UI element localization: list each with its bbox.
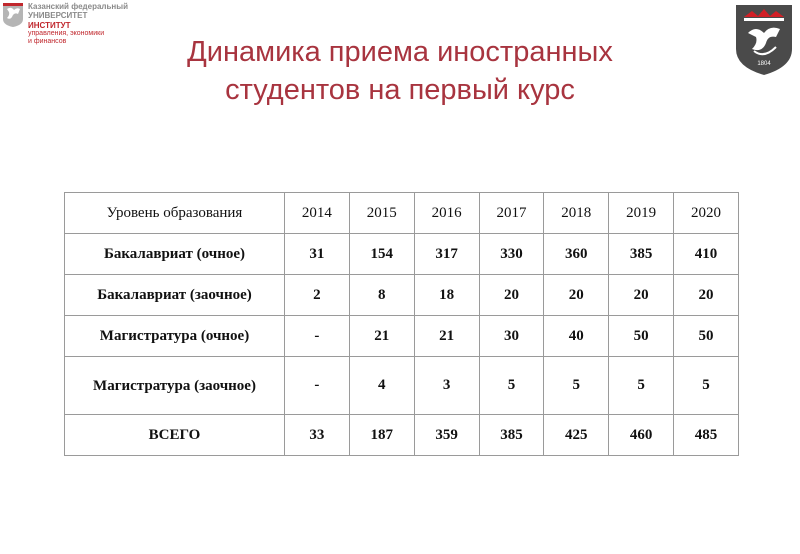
admissions-table [64, 192, 739, 456]
table-cell: 50 [609, 316, 674, 357]
table-cell: 18 [414, 275, 479, 316]
table-cell: 5 [609, 357, 674, 415]
header-cell: 2015 [349, 193, 414, 234]
page-title-line-2: студентов на первый курс [225, 74, 575, 106]
header-cell: 2016 [414, 193, 479, 234]
table-cell: 425 [544, 415, 609, 456]
row-label: Бакалавриат (очное) [65, 234, 285, 275]
page-title [120, 33, 680, 109]
header-cell: 2017 [479, 193, 544, 234]
table-cell: 20 [609, 275, 674, 316]
page-title-line-1: Динамика приема иностранных [187, 36, 613, 68]
emblem-year: 1804 [757, 61, 771, 67]
table-cell: - [285, 357, 350, 415]
table-cell: 5 [479, 357, 544, 415]
row-label: Магистратура (заочное) [65, 357, 285, 415]
header-cell: 2014 [285, 193, 350, 234]
table-cell: 20 [544, 275, 609, 316]
table-cell: 21 [414, 316, 479, 357]
table-cell: 360 [544, 234, 609, 275]
row-label: Бакалавриат (заочное) [65, 275, 285, 316]
institute-sub-line-2: и финансов [28, 38, 67, 45]
institute-title: ИНСТИТУТ [28, 21, 71, 30]
table-cell: 3 [414, 357, 479, 415]
table-cell: 20 [674, 275, 739, 316]
header-cell: 2018 [544, 193, 609, 234]
table-row [65, 357, 739, 415]
kfu-emblem-icon [734, 3, 794, 77]
table-row-total [65, 415, 739, 456]
table-cell: 359 [414, 415, 479, 456]
table-cell: 40 [544, 316, 609, 357]
table-cell: 460 [609, 415, 674, 456]
university-name-line-1: Казанский федеральный [28, 2, 128, 11]
table-cell: 4 [349, 357, 414, 415]
table-row [65, 234, 739, 275]
table-cell: 5 [674, 357, 739, 415]
table-cell: 8 [349, 275, 414, 316]
table-cell: 385 [479, 415, 544, 456]
table-cell: 5 [544, 357, 609, 415]
table-cell: 385 [609, 234, 674, 275]
university-emblem-icon [2, 2, 24, 28]
institute-sub-line-1: управления, экономики [28, 30, 105, 37]
table-row [65, 275, 739, 316]
header-cell: Уровень образования [65, 193, 285, 234]
table-cell: 317 [414, 234, 479, 275]
table-cell: 20 [479, 275, 544, 316]
row-label: Магистратура (очное) [65, 316, 285, 357]
table-cell: 21 [349, 316, 414, 357]
row-label: ВСЕГО [65, 415, 285, 456]
table-header-row [65, 193, 739, 234]
table-cell: 30 [479, 316, 544, 357]
table-row [65, 316, 739, 357]
header-cell: 2020 [674, 193, 739, 234]
table-cell: 50 [674, 316, 739, 357]
table-cell: 154 [349, 234, 414, 275]
table-cell: 485 [674, 415, 739, 456]
table-cell: 31 [285, 234, 350, 275]
table-cell: 410 [674, 234, 739, 275]
table-cell: 33 [285, 415, 350, 456]
header-cell: 2019 [609, 193, 674, 234]
table-cell: 330 [479, 234, 544, 275]
university-logo [2, 2, 128, 46]
table-cell: 187 [349, 415, 414, 456]
table-cell: 2 [285, 275, 350, 316]
university-name-line-2: УНИВЕРСИТЕТ [28, 11, 88, 20]
table-cell: - [285, 316, 350, 357]
